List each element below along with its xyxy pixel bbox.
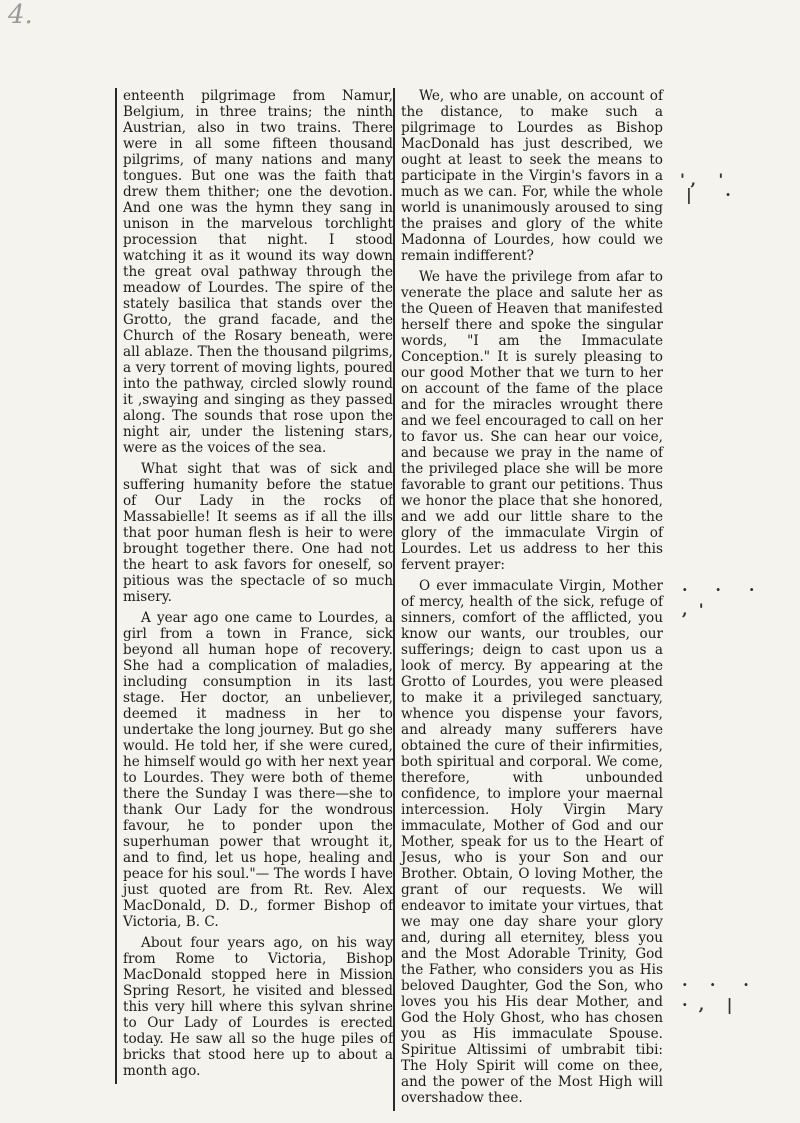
left-column — [115, 88, 393, 1084]
margin-mark: · · · — [682, 975, 749, 994]
right-column — [393, 88, 663, 1111]
paragraph: We, who are unable, on account of the distance, to make such a pilgrimage to Lourdes as Bishop MacDonald has just described, we ought at least to seek the means to participate in the Virgin's favors in a much as we can. For, while the whole world is unanimously aroused to sing the praises and glory of the white Madonna of Lourdes, how could we remain indifferent? — [401, 88, 663, 264]
page-number: 4. — [8, 0, 33, 30]
paragraph: enteenth pilgrimage from Namur, Belgium, in three trains; the ninth Austrian, also in two trains. There were in all some fifteen thousand pilgrims, of many nations and many tongues. But one was the faith that drew them thither; one the devotion. And one was the hymn they sang in unison in the marvelous torchlight procession that night. I stood watching it as it wound its way down the great oval pathway through the meadow of Lourdes. The spire of the stately basilica that stands over the Grotto, the grand facade, and the Church of the Rosary beneath, were all ablaze. Then the thousand pilgrims, a very torrent of moving lights, poured into the pathway, circled slowly round it ,swaying and singing as they passed along. The sounds that rose upon the night air, under the listening stars, were as the voices of the sea. — [123, 88, 393, 456]
margin-mark: ' , ' — [680, 170, 724, 189]
paragraph: O ever immaculate Virgin, Mother of mercy, health of the sick, refuge of sinners, comfort of the afflicted, you know our wants, our troubles, our sufferings; deign to cast upon us a look of mercy. By appearing at the Grotto of Lourdes, you were pleased to make it a privileged sanctuary, whence you dispense your favors, and already many sufferers have obtained the cure of their infirmities, both spiritual and corporal. We come, therefore, with unbounded confidence, to implore your maernal intercession. Holy Virgin Mary immaculate, Mother of God and our Mother, speak for us to the Heart of Jesus, who is your Son and our Brother. Obtain, O loving Mother, the grant of our requests. We will endeavor to imitate your virtues, that we may one day share your glory and, during all eternitey, bless you and the Most Adorable Trinity, God the Father, who considers you as His beloved Daughter, God the Son, who loves you his His dear Mother, and God the Holy Ghost, who has chosen you as His immaculate Spouse. Spiritue Altissimi of umbrabit tibi: The Holy Spirit will come on thee, and the power of the Most High will overshadow thee. — [401, 578, 663, 1106]
margin-mark: · , | — [682, 995, 733, 1014]
paragraph: About four years ago, on his way from Rome to Victoria, Bishop MacDonald stopped here in Mission Spring Resort, he visited and blessed this very hill where this sylvan shrine to Our Lady of Lourdes is erected today. He saw all so the huge piles of bricks that stood here up to about a month ago. — [123, 935, 393, 1079]
margin-mark: · · · — [682, 580, 755, 599]
paragraph: What sight that was of sick and suffering humanity before the statue of Our Lady in the rocks of Massabielle! It seems as if all the ills that poor human flesh is heir to were brought together there. One had not the heart to ask favors for oneself, so pitious was the spectacle of so much misery. — [123, 461, 393, 605]
margin-mark: | · — [686, 185, 731, 204]
paragraph: A year ago one came to Lourdes, a girl from a town in France, sick beyond all human hope of recovery. She had a complication of maladies, including consumption in its last stage. Her doctor, an unbeliever, deemed it madness in her to undertake the long journey. But go she would. He told her, if she were cured, he himself would go with her next year to Lourdes. They were both of theme there the Sunday I was there—she to thank Our Lady for the wondrous favour, he to ponder upon the superhuman power that wrought it, and to find, let us hope, healing and peace for his soul."— The words I have just quoted are from Rt. Rev. Alex MacDonald, D. D., former Bishop of Victoria, B. C. — [123, 610, 393, 930]
paragraph: We have the privilege from afar to venerate the place and salute her as the Queen of Heaven that manifested herself there and spoke the singular words, "I am the Immaculate Conception." It is surely pleasing to our good Mother that we turn to her on account of the fame of the place and for the miracles wrought there and we feel encouraged to call on her to favor us. She can hear our voice, and because we pray in the name of the privileged place she will be more favorable to grant our petitions. Thus we honor the place that she honored, and we add our little share to the glory of the immaculate Virgin of Lourdes. Let us address to her this fervent prayer: — [401, 269, 663, 573]
margin-mark: , ' — [682, 600, 704, 619]
